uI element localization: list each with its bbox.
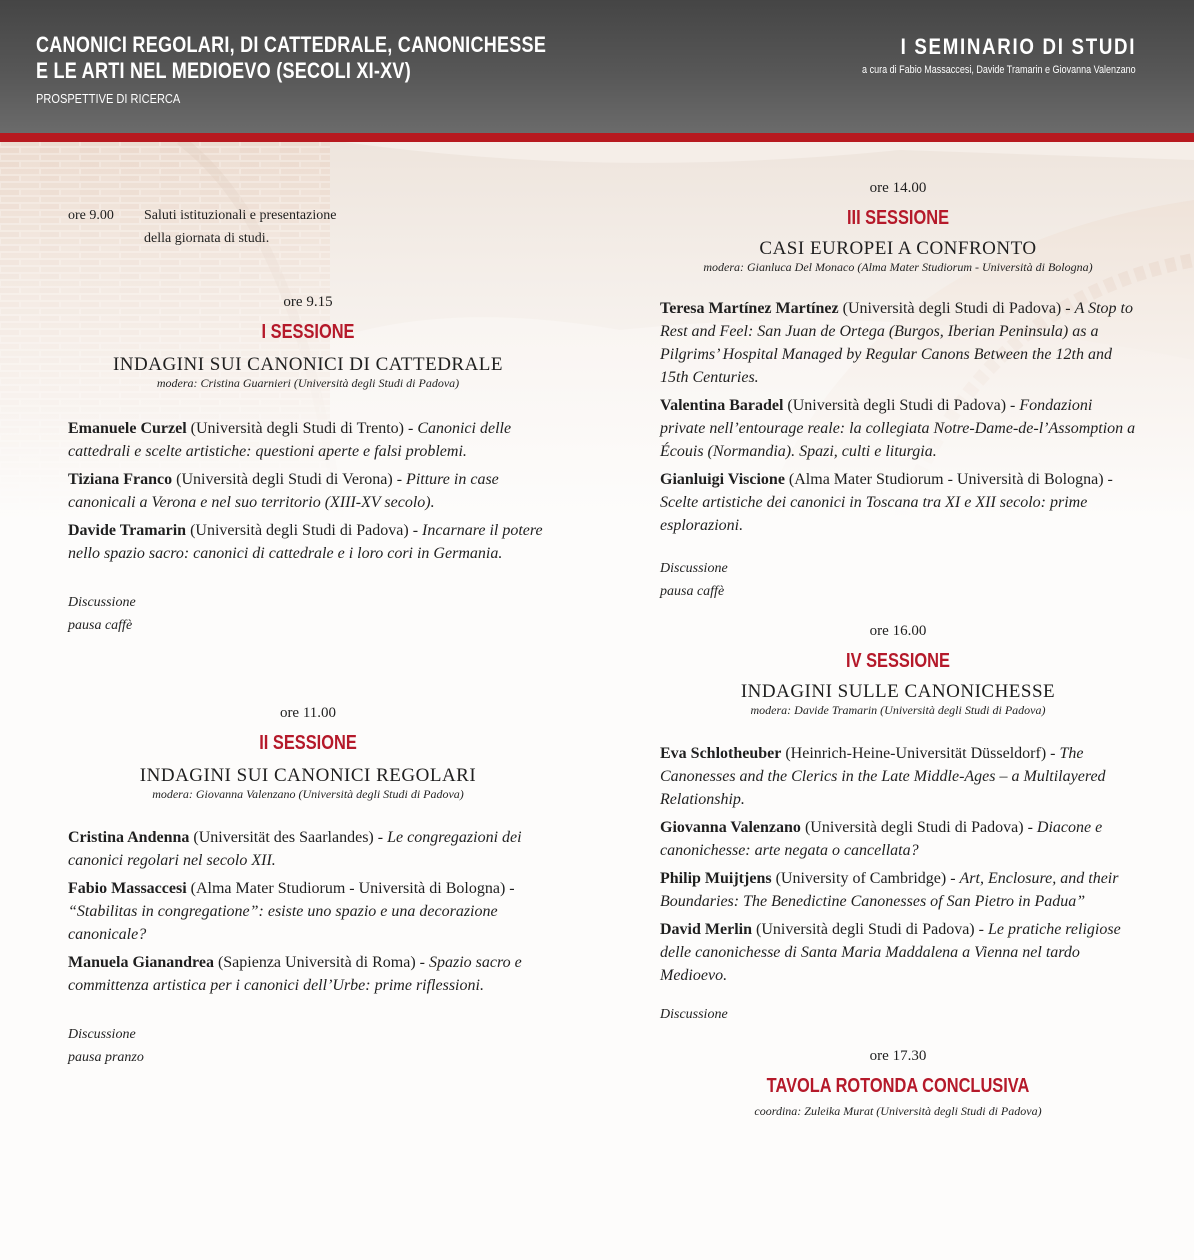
event-subtitle: PROSPETTIVE DI RICERCA: [36, 91, 181, 106]
talk-item: Philip Muijtjens (University of Cambridge) - Art, Enclosure, and their Boundaries: The Benedictine Canonesses of San Pietro in Padua”: [660, 870, 1119, 910]
welcome-time: ore 9.00: [68, 208, 114, 223]
header-bar: [0, 0, 1194, 133]
discussion-note: Discussione: [68, 1027, 136, 1042]
talk-item: Teresa Martínez Martínez (Università degli Studi di Padova) - A Stop to Rest and Feel: San Juan de Ortega (Burgos, Iberian Peninsula) as a Pilgrims’ Hospital Managed by Regular Canons Between the 12th and 15th Centuries.: [660, 300, 1133, 386]
session-title: CASI EUROPEI A CONFRONTO: [759, 238, 1037, 259]
left-column: [68, 190, 548, 1069]
session-moderator: modera: Cristina Guarnieri (Università degli Studi di Padova): [156, 376, 460, 390]
talk-item: Eva Schlotheuber (Heinrich-Heine-Universität Düsseldorf) - The Canonesses and the Clerics in the Late Middle-Ages – a Multilayered Relationship.: [660, 745, 1106, 808]
talk-item: David Merlin (Università degli Studi di Padova) - Le pratiche religiose delle canonichesse di Santa Maria Maddalena a Vienna nel tardo Medioevo.: [660, 921, 1121, 984]
session-title: INDAGINI SUI CANONICI DI CATTEDRALE: [112, 354, 504, 375]
break-note: pausa caffè: [660, 584, 725, 599]
talk-item: Tiziana Franco (Università degli Studi di Verona) - Pitture in case canonicali a Verona e nel suo territorio (XIII-XV secolo).: [68, 471, 499, 511]
session-label: I SESSIONE: [261, 321, 355, 343]
session-moderator: modera: Davide Tramarin (Università degli Studi di Padova): [750, 703, 1046, 717]
discussion-note: Discussione: [68, 595, 136, 610]
session-time: ore 14.00: [869, 180, 927, 196]
session-2: [68, 705, 548, 1069]
session-4: [660, 623, 1136, 1026]
session-label: III SESSIONE: [846, 207, 950, 229]
talk-item: Manuela Gianandrea (Sapienza Università di Roma) - Spazio sacro e committenza artistica per i canonici dell’Urbe: prime riflessioni.: [68, 954, 522, 994]
session-1: [68, 294, 548, 637]
session-moderator: modera: Giovanna Valenzano (Università degli Studi di Padova): [152, 787, 464, 801]
closing-coordinator: coordina: Zuleika Murat (Università degli Studi di Padova): [754, 1104, 1042, 1118]
talk-item: Gianluigi Viscione (Alma Mater Studiorum - Università di Bologna) - Scelte artistiche dei canonici in Toscana tra XI e XII secolo: prime esplorazioni.: [660, 471, 1113, 534]
talk-item: Valentina Baradel (Università degli Studi di Padova) - Fondazioni private nell’entourage reale: la collegiata Notre-Dame-de-l’Assomption a Écouis (Normandia). Spazi, culti e liturgia.: [660, 397, 1136, 460]
session-time: ore 9.15: [283, 294, 333, 310]
welcome-block: [68, 204, 548, 250]
session-label: IV SESSIONE: [846, 650, 950, 672]
talk-item: Giovanna Valenzano (Università degli Studi di Padova) - Diacone e canonichesse: arte negata o cancellata?: [660, 819, 1103, 859]
discussion-note: Discussione: [660, 1007, 728, 1022]
talk-item: Davide Tramarin (Università degli Studi di Padova) - Incarnare il potere nello spazio sacro: canonici di cattedrale e i loro cori in Germania.: [68, 522, 543, 562]
event-title: CANONICI REGOLARI, DI CATTEDRALE, CANONICHESSE E LE ARTI NEL MEDIOEVO (SECOLI XI-XV): [36, 32, 547, 83]
right-column: [660, 180, 1136, 1119]
red-divider-bar: [0, 133, 1194, 142]
talk-item: Fabio Massaccesi (Alma Mater Studiorum - Università di Bologna) - “Stabilitas in congregatione”: esiste uno spazio e una decorazione canonicale?: [68, 880, 515, 943]
closing-roundtable: [660, 1048, 1136, 1119]
seminar-label: I SEMINARIO DI STUDI: [900, 34, 1136, 59]
break-note: pausa pranzo: [68, 1050, 144, 1065]
session-title: INDAGINI SUI CANONICI REGOLARI: [139, 765, 477, 786]
discussion-note: Discussione: [660, 561, 728, 576]
session-time: ore 16.00: [869, 623, 927, 639]
talk-item: Emanuele Curzel (Università degli Studi di Trento) - Canonici delle cattedrali e scelte artistiche: questioni aperte e falsi problemi.: [68, 420, 512, 460]
session-moderator: modera: Gianluca Del Monaco (Alma Mater Studiorum - Università di Bologna): [703, 260, 1093, 274]
session-label: II SESSIONE: [259, 732, 357, 754]
welcome-text: Saluti istituzionali e presentazione della giornata di studi.: [144, 208, 337, 246]
session-3: [660, 180, 1136, 603]
session-time: ore 11.00: [279, 705, 337, 721]
session-title: INDAGINI SULLE CANONICHESSE: [740, 681, 1056, 702]
break-note: pausa caffè: [68, 618, 133, 633]
curators-line: a cura di Fabio Massaccesi, Davide Tramarin e Giovanna Valenzano: [862, 64, 1136, 76]
closing-time: ore 17.30: [869, 1048, 927, 1064]
talk-item: Cristina Andenna (Universität des Saarlandes) - Le congregazioni dei canonici regolari nel secolo XII.: [68, 829, 522, 869]
closing-label: TAVOLA ROTONDA CONCLUSIVA: [766, 1075, 1030, 1097]
